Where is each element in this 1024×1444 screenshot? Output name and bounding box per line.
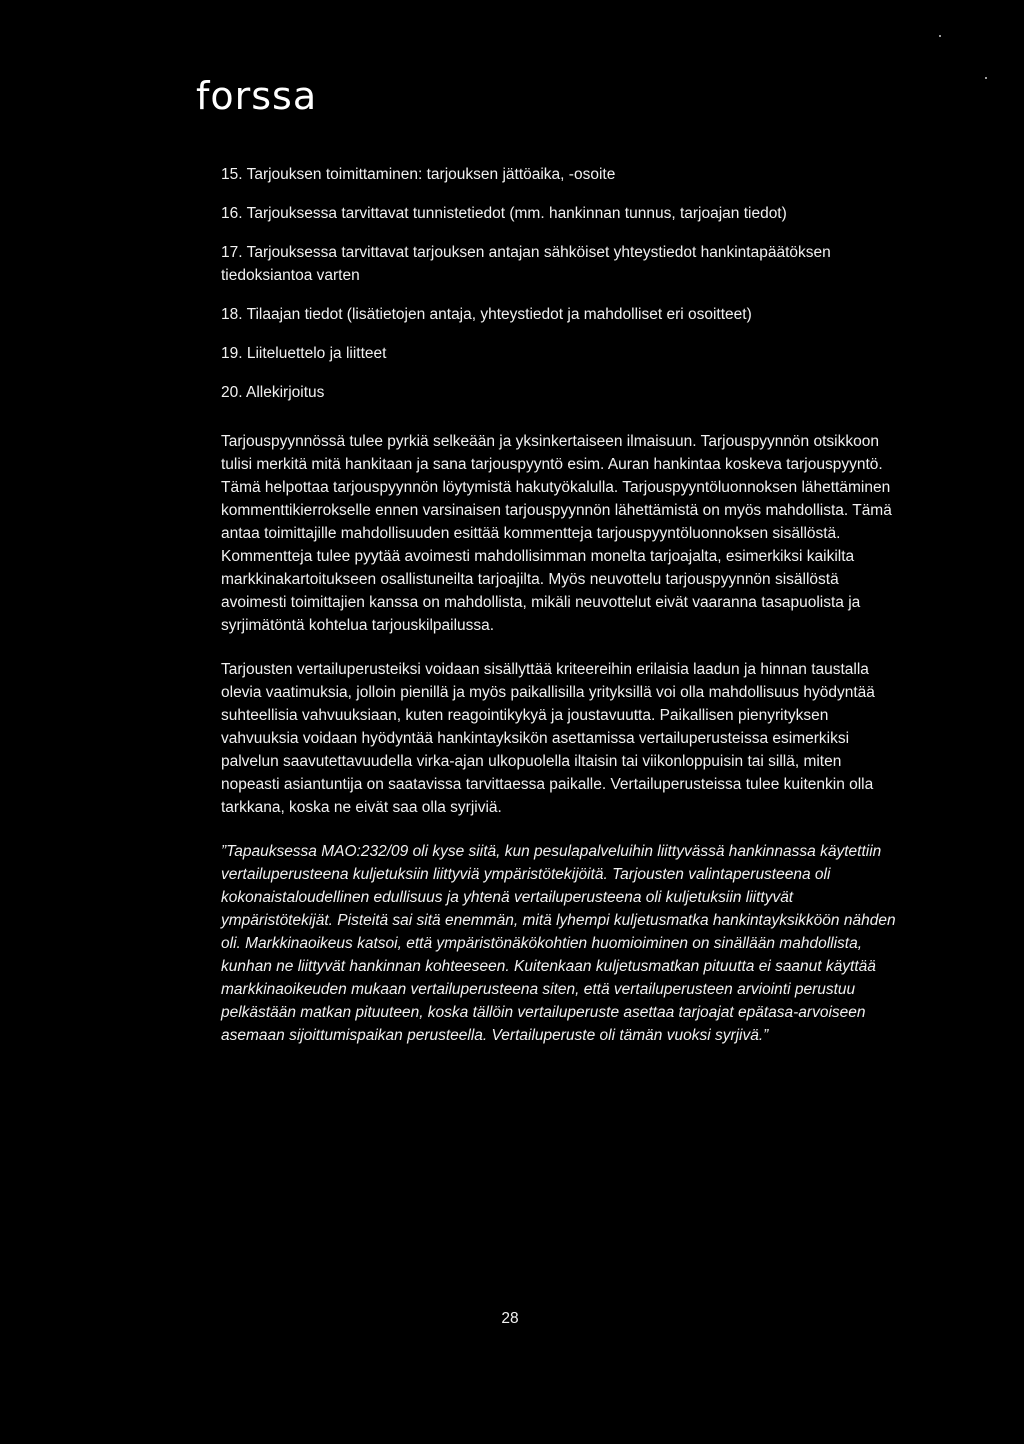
scan-speck: [985, 77, 987, 79]
list-item: 15. Tarjouksen toimittaminen: tarjouksen jättöaika, -osoite: [221, 166, 616, 183]
list-item: 18. Tilaajan tiedot (lisätietojen antaja, yhteystiedot ja mahdolliset eri osoitteet): [221, 306, 752, 323]
list-item: 16. Tarjouksessa tarvittavat tunnistetiedot (mm. hankinnan tunnus, tarjoajan tiedot): [221, 205, 787, 222]
list-item: 17. Tarjouksessa tarvittavat tarjouksen antajan sähköiset yhteystiedot hankintapäätöksen tiedoksiantoa varten: [221, 244, 831, 284]
paragraph-evaluation-criteria: Tarjousten vertailuperusteiksi voidaan sisällyttää kriteereihin erilaisia laadun ja hinnan taustalla olevia vaatimuksia, jolloin pienillä ja myös paikallisilla yrityksillä voi olla mahdollisuus hyödyntää suhteellisia vahvuuksiaan, kuten reagointikykyä ja joustavuutta. Paikallisen pienyrityksen vahvuuksia voidaan hyödyntää hankintayksikön asettamissa vertailuperusteissa esimerkiksi palvelun saavutettavuudella virka-ajan ulkopuolella iltaisin tai viikonloppuisin tai sillä, miten nopeasti asiantuntija on saatavissa tarvittaessa paikalle. Vertailuperusteissa tulee kuitenkin olla tarkkana, koska ne eivät saa olla syrjiviä.: [221, 661, 875, 816]
case-quote: ”Tapauksessa MAO:232/09 oli kyse siitä, kun pesulapalveluihin liittyvässä hankinnassa käytettiin vertailuperusteena kuljetuksiin liittyviä ympäristötekijöitä. Tarjousten valintaperusteena oli kokonaistaloudellinen edullisuus ja yhtenä vertailuperusteena oli kuljetuksiin liittyvät ympäristötekijät. Pisteitä sai sitä enemmän, mitä lyhempi kuljetusmatka hankintayksikköön nähden oli. Markkinaoikeus katsoi, että ympäristönäkökohtien huomioiminen on sinällään mahdollista, kunhan ne liittyvät hankinnan kohteeseen. Kuitenkaan kuljetusmatkan pituutta ei saanut käyttää markkinaoikeuden mukaan vertailuperusteena siten, että vertailuperusteen arviointi perustuu pelkästään matkan pituuteen, koska tällöin vertailuperuste asettaa tarjoajat epätasa-arvoiseen asemaan sijoittumispaikan perusteella. Vertailuperuste oli tämän vuoksi syrjivä.”: [221, 843, 896, 1044]
list-item: 20. Allekirjoitus: [221, 384, 325, 401]
tender-contents-list: [221, 163, 901, 404]
paragraph-tender-clarity: Tarjouspyynnössä tulee pyrkiä selkeään ja yksinkertaiseen ilmaisuun. Tarjouspyynnön otsikkoon tulisi merkitä mitä hankitaan ja sana tarjouspyyntö esim. Auran hankintaa koskeva tarjouspyyntö. Tämä helpottaa tarjouspyynnön löytymistä hakutyökalulla. Tarjouspyyntöluonnoksen lähettäminen kommenttikierrokselle ennen varsinaisen tarjouspyynnön lähettämistä on myös mahdollista. Tämä antaa toimittajille mahdollisuuden esittää kommentteja tarjouspyyntöluonnoksen sisällöstä. Kommentteja tulee pyytää avoimesti mahdollisimman monelta tarjoajalta, esimerkiksi kaikilta markkinakartoitukseen osallistuneilta tarjoajilta. Myös neuvottelu tarjouspyynnön sisällöstä avoimesti toimittajien kanssa on mahdollista, mikäli neuvottelut eivät vaaranna tasapuolista ja syrjimätöntä kohtelua tarjouskilpailussa.: [221, 433, 892, 634]
page-number: [0, 1310, 1024, 1328]
list-item: 19. Liiteluettelo ja liitteet: [221, 345, 387, 362]
document-body: [221, 163, 901, 1047]
page-number-text: 28: [501, 1310, 519, 1327]
scan-speck: [939, 35, 941, 37]
forssa-logo: forssa: [196, 74, 318, 118]
